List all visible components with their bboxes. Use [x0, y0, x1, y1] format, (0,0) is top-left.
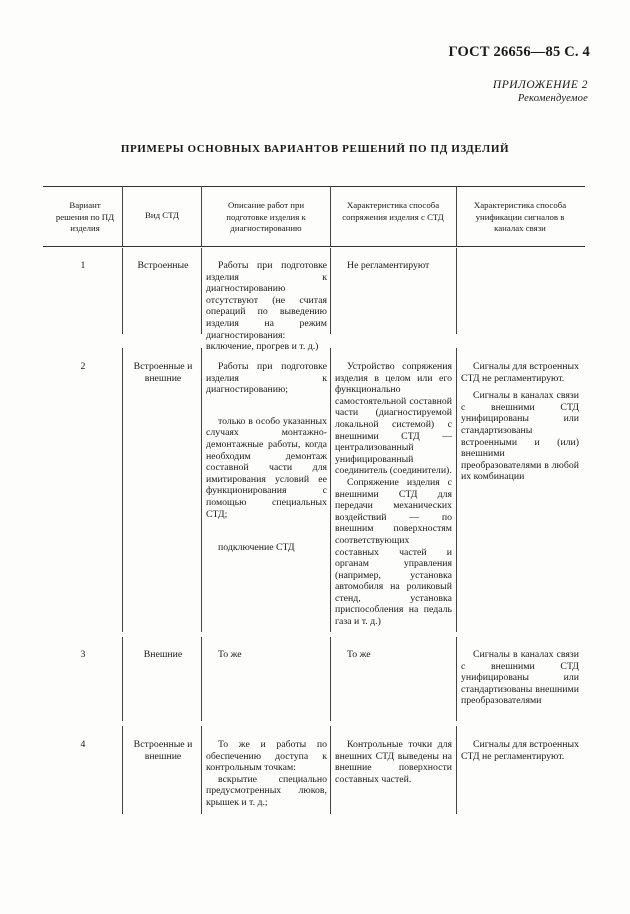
coupling-paragraph: Сопряжение изделия с внешними СТД для передачи механических воздействий — по внешним поверхностям соответствующих составных частей и органам управления (например, установка автомобиля на роликовый стенд, установка приспособления на педаль газа и т. д.): [335, 476, 452, 628]
table-row-coupling: [335, 739, 452, 785]
coupling-paragraph: Контрольные точки для внешних СТД выведены на внешние поверхности составных частей.: [335, 739, 452, 785]
signals-paragraph: Сигналы в каналах связи с внешними СТД унифицированы или стандартизованы встроенными и (или) внешними преобразователями в любой их комбинации: [461, 390, 579, 483]
table-row-signals: [461, 649, 579, 707]
column-header-coupling: Характеристика способа сопряжения изделия с СТД: [342, 200, 444, 222]
work-paragraph: подключение СТД: [218, 542, 295, 554]
table-row-coupling: [335, 361, 452, 628]
coupling-paragraph: То же: [347, 649, 371, 660]
table-row-work: [206, 361, 327, 554]
appendix-block: [493, 78, 588, 106]
column-header-variant: Вариант решения по ПД изделия: [55, 200, 115, 234]
signals-paragraph: Сигналы в каналах связи с внешними СТД унифицированы или стандартизованы внешними преобразователями: [461, 649, 579, 707]
table-row-work: [206, 739, 327, 809]
coupling-paragraph: Не регламентируют: [347, 260, 430, 271]
work-paragraph: только в особо указанных случаях монтажно-демонтажные работы, когда необходим демонтаж составной части для имитирования условий ее функционирования с помощью специальных СТД;: [206, 415, 327, 520]
column-header-work: Описание работ при подготовке изделия к диагностированию: [226, 200, 306, 234]
signals-paragraph: Сигналы для встроенных СТД не регламентируют.: [461, 361, 579, 384]
work-paragraph: Работы при подготовке изделия к диагностированию;: [206, 361, 327, 396]
table-row-type: Встроенные и внешние: [133, 361, 193, 384]
table-row-signals: [461, 739, 579, 762]
table-row-variant: 3: [80, 649, 86, 660]
table-row-signals: [461, 361, 579, 483]
table-row-type: Встроенные: [137, 260, 189, 271]
table-row-variant: 4: [80, 739, 86, 750]
table-row-variant: 2: [80, 361, 86, 372]
work-paragraph: То же: [218, 649, 242, 660]
coupling-paragraph: Устройство сопряжения изделия в целом или его функционально самостоятельной составной части (диагностируемой локальной системой) с внешними СТД — централизованный унифицированный соединитель (соединители).: [335, 361, 452, 477]
page-title: ПРИМЕРЫ ОСНОВНЫХ ВАРИАНТОВ РЕШЕНИЙ ПО ПД ИЗДЕЛИЙ: [120, 143, 510, 155]
work-paragraph: вскрытие специально предусмотренных люков, крышек и т. д.;: [206, 773, 327, 808]
standard-header: ГОСТ 26656—85 С. 4: [448, 44, 590, 60]
signals-paragraph: Сигналы для встроенных СТД не регламентируют.: [461, 739, 579, 762]
table-row-type: Встроенные и внешние: [133, 739, 193, 762]
appendix-label: ПРИЛОЖЕНИЕ 2: [492, 79, 588, 91]
table-row-coupling: [335, 260, 452, 272]
table-row-type: Внешние: [143, 649, 183, 660]
work-paragraph: Работы при подготовке изделия к диагностированию отсутствуют (не считая операций по выведению изделия на режим диагностирования: включение, прогрев и т. д.): [206, 260, 327, 353]
table-row-variant: 1: [80, 260, 86, 271]
column-header-signals: Характеристика способа унификации сигналов в каналах связи: [473, 200, 567, 234]
table-row-work: [206, 260, 327, 353]
work-paragraph: То же и работы по обеспечению доступа к контрольным точкам:: [206, 739, 327, 774]
appendix-status: Рекомендуемое: [517, 93, 588, 104]
column-header-type: Вид СТД: [145, 210, 179, 220]
table-row-work: [206, 649, 327, 661]
table-row-coupling: [335, 649, 452, 661]
